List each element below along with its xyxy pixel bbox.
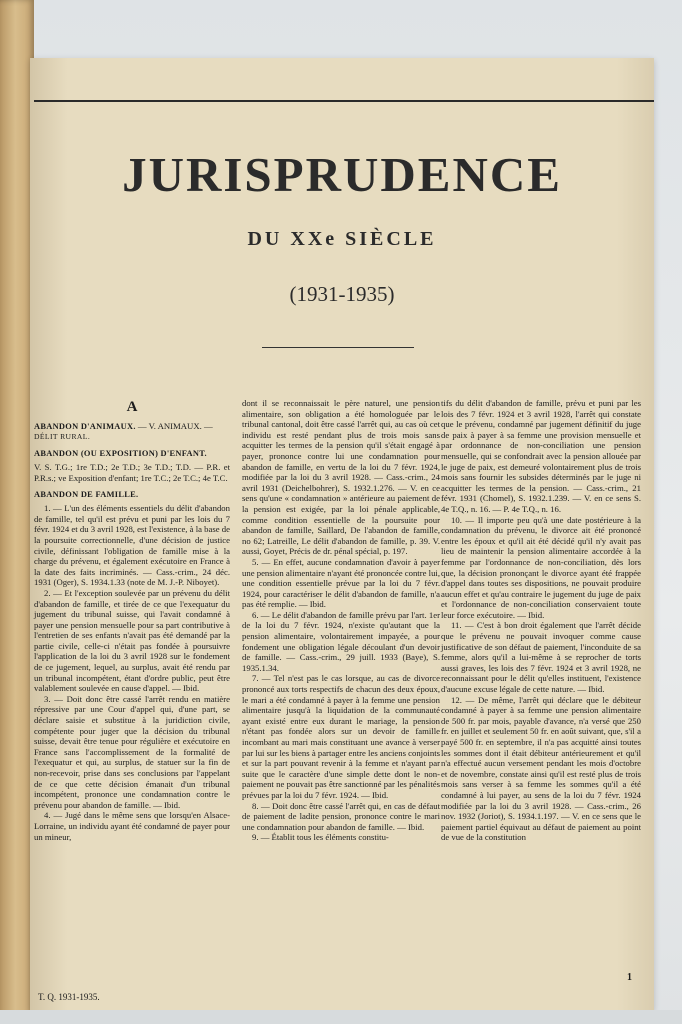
paragraph: 9. — Établit tous les éléments constitu- [252, 832, 389, 843]
page-footer: T. Q. 1931-1935. [38, 992, 100, 1002]
text-column-1 [34, 398, 230, 842]
paragraph: 8. — Doit donc être cassé l'arrêt qui, en cas de défaut de paiement de ladite pension, prononce contre le mari une condamnation pour abandon de famille. — Ibid. [242, 800, 440, 832]
headword: ABANDON DE FAMILLE. [34, 489, 139, 499]
paragraph: 11. — C'est à bon droit également que l'arrêt décide que le prévenu ne pouvait invoquer comme cause justificative de son défaut de paiement, l'inconduite de sa femme, alors qu'il a lui-même à se reprocher de torts aussi graves, les lois des 7 févr. 1924 et 3 avril 1928, ne reconnaissant pour le délit qu'elles instituent, l'existence d'aucune excuse légale de cette nature. — Ibid. [441, 620, 641, 695]
headword: ABANDON D'ANIMAUX. [34, 421, 136, 431]
paragraph: 5. — En effet, aucune condamnation d'avoir à payer une pension alimentaire n'ayant été prononcée contre lui, une condition essentielle prévue par la loi du 7 févr. 1924, pour caractériser le délit d'abandon de famille, n'a pas été remplie. — Ibid. [242, 556, 440, 610]
section-letter: A [126, 399, 138, 415]
paragraph: 4. — Jugé dans le même sens que lorsqu'en Alsace-Lorraine, un individu ayant été condamné de payer pour un mineur, [34, 810, 230, 842]
page-number: 1 [627, 972, 632, 983]
paragraph: 3. — Doit donc être cassé l'arrêt rendu en matière répressive par une Cour d'appel qui, d'une part, se déclare saisie et substitue à la juridiction civile, compétente pour juger que la décision du tribunal suisse, devait être tenue pour régulière et exécutoire en France sans l'accomplissement de la formalité de l'exequatur et qui, au surplus, de statuer sur la fin de non-recevoir, prise dans ses conclusions par l'appelant de ce que cette décision émanait d'un tribunal incompétent, prononce une condamnation contre le prévenu pour abandon de famille. — Ibid. [34, 693, 230, 810]
text-column-3 [441, 398, 641, 843]
book-page [30, 58, 654, 1010]
paragraph: dont il se reconnaissait le père naturel, une pension alimentaire, son obligation a été homologuée par le tribunal cantonal, doit être cassé l'arrêt qui, au cas où cet individu est resté pendant plus de trois mois sans acquitter les termes de la pension qu'il s'était engagé à payer, prononce contre lui une condamnation pour abandon de famille, en vertu de la loi du 7 févr. 1924, modifiée par la loi du 3 avril 1928. — Cass.-crim., 24 avril 1931 (Deichelbohrer), S. 1932.1.276. — V. en ce sens qu'une « condamnation » antérieure au paiement de la pension est exigée, par la loi pénale applicable, comme condition essentielle de la poursuite pour abandon de famille, Saillard, De l'abandon de famille, no 62; Latreille, Le délit d'abandon de famille, p. 39. V. aussi, Goyet, Précis de dr. pénal spécial, p. 197. [242, 398, 440, 557]
entry-text: V. S. T.G.; 1re T.D.; 2e T.D.; 3e T.D.; T.D. — P.R. et P.R.s.; ve Exposition d'enfant; 1re T.C.; 2e T.C.; 4e T.C. [34, 462, 230, 483]
header-rule [34, 100, 654, 102]
paragraph: 7. — Tel n'est pas le cas lorsque, au cas de divorce prononcé aux torts respectifs de chacun des deux époux, le mari a été condamné à payer à la femme une pension alimentaire jusqu'à la liquidation de la communauté ayant existé entre eux durant le mariage, la pension n'étant pas fondée alors sur un devoir de famille incombant au mari mais constituant une avance à verser par lui sur les biens à partager entre les anciens conjoints et sur la part pouvant revenir à la femme et n'ayant par suite que le caractère d'une simple dette dont le non-paiement ne pouvait pas être sanctionné par les pénalités prévues par la loi du 7 févr. 1924. — Ibid. [242, 673, 440, 800]
text-column-2 [242, 398, 440, 843]
entry-text: — V. ANIMAUX. — [135, 420, 213, 431]
table-surface [0, 1010, 682, 1024]
page-title: JURISPRUDENCE [122, 147, 562, 202]
paragraph: 1. — L'un des éléments essentiels du délit d'abandon de famille, tel qu'il est prévu et puni par les lois du 7 févr. 1924 et du 3 avril 1928, est l'existence, à la base de la poursuite correctionnelle, d'une décision de justice civile, définissant l'obligation de famille mise à la charge du prévenu, et également exécutoire en France à la date des faits incriminés. — Cass.-crim., 24 déc. 1931 (Oger), S. 1934.1.33 (note de M. J.-P. Niboyet). [34, 503, 230, 588]
entry-subhead: DÉLIT RURAL. [34, 432, 91, 442]
paragraph: 6. — Le délit d'abandon de famille prévu par l'art. 1er de la loi du 7 févr. 1924, n'existe qu'autant que la pension alimentaire, volontairement impayée, a pour fondement une obligation légale découlant d'un devoir de famille. — Cass.-crim., 29 juill. 1933 (Baye), S. 1935.1.34. [242, 609, 440, 673]
entry-abandon-animaux [34, 421, 230, 433]
period-label: (1931-1935) [289, 282, 395, 306]
title-divider [262, 347, 414, 348]
headword: ABANDON (OU EXPOSITION) D'ENFANT. [34, 448, 207, 458]
paragraph: 2. — Et l'exception soulevée par un prévenu du délit d'abandon de famille, et tirée de ce que l'exequatur du jugement du tribunal suisse, qui l'avait condamné à payer une pension mensuelle pour sa part contributive à l'entretien de ses enfants n'avait pas été demandé par la partie civile, celle-ci n'était pas fondée à poursuivre l'application de la loi du 3 avril 1928 sur le fondement de ce jugement, lequel, au surplus, avait été rendu par un tribunal incompétent, étant d'ordre public, peut être valablement soulevée en cause d'appel. — Ibid. [34, 587, 230, 694]
paragraph: 10. — Il importe peu qu'à une date postérieure à la condamnation du prévenu, le divorce ait été prononcé entre les époux et qu'il ait été décidé qu'il n'y avait pas lieu de maintenir la pension alimentaire accordée à la femme par l'ordonnance de non-conciliation, dès lors que, la décision prononçant le divorce ayant été frappée d'appel dans toutes ses dispositions, ne pouvait produire aucun effet et qu'au contraire le jugement du juge de paix et l'ordonnance de non-conciliation conservaient toute leur force exécutoire. — Ibid. [441, 514, 641, 620]
book-spine [0, 0, 34, 1024]
paragraph: tifs du délit d'abandon de famille, prévu et puni par les lois des 7 févr. 1924 et 3 avril 1928, l'arrêt qui constate que le prévenu, condamné par jugement définitif du juge de paix à payer à sa femme une provision mensuelle et par ordonnance de non-conciliation une pension mensuelle, qui se confondrait avec la pension allouée par le juge de paix, est demeuré volontairement plus de trois mois sans fournir les subsides déterminés par le juge ni acquitter les termes de la pension. — Cass.-crim., 21 févr. 1931 (Chomel), S. 1932.1.239. — V. en ce sens S. 4e T.Q., n. 16. — P. 4e T.Q., n. 16. [441, 398, 641, 514]
page-subtitle: DU XXe SIÈCLE [247, 228, 437, 250]
paragraph: 12. — De même, l'arrêt qui déclare que le débiteur condamné à payer à sa femme une pension alimentaire de 500 fr. par mois, payable d'avance, n'a versé que 250 fr. en juillet et seulement 50 fr. en août suivant, que, s'il a payé 500 fr. en septembre, il n'a pas acquitté ainsi toutes les sommes dont il était débiteur antérieurement et qu'il n'a effectué aucun versement pendant les mois d'octobre et de novembre, constate ainsi qu'il est resté plus de trois mois sans verser à sa femme les sommes qu'il a été condamné à lui payer, au sens de la loi du 7 févr. 1924 modifiée par la loi du 3 avril 1928. — Cass.-crim., 26 nov. 1932 (Joriot), S. 1934.1.197. — V. en ce sens que le paiement partiel équivaut au défaut de paiement au point de vue de la constitution [441, 694, 641, 843]
